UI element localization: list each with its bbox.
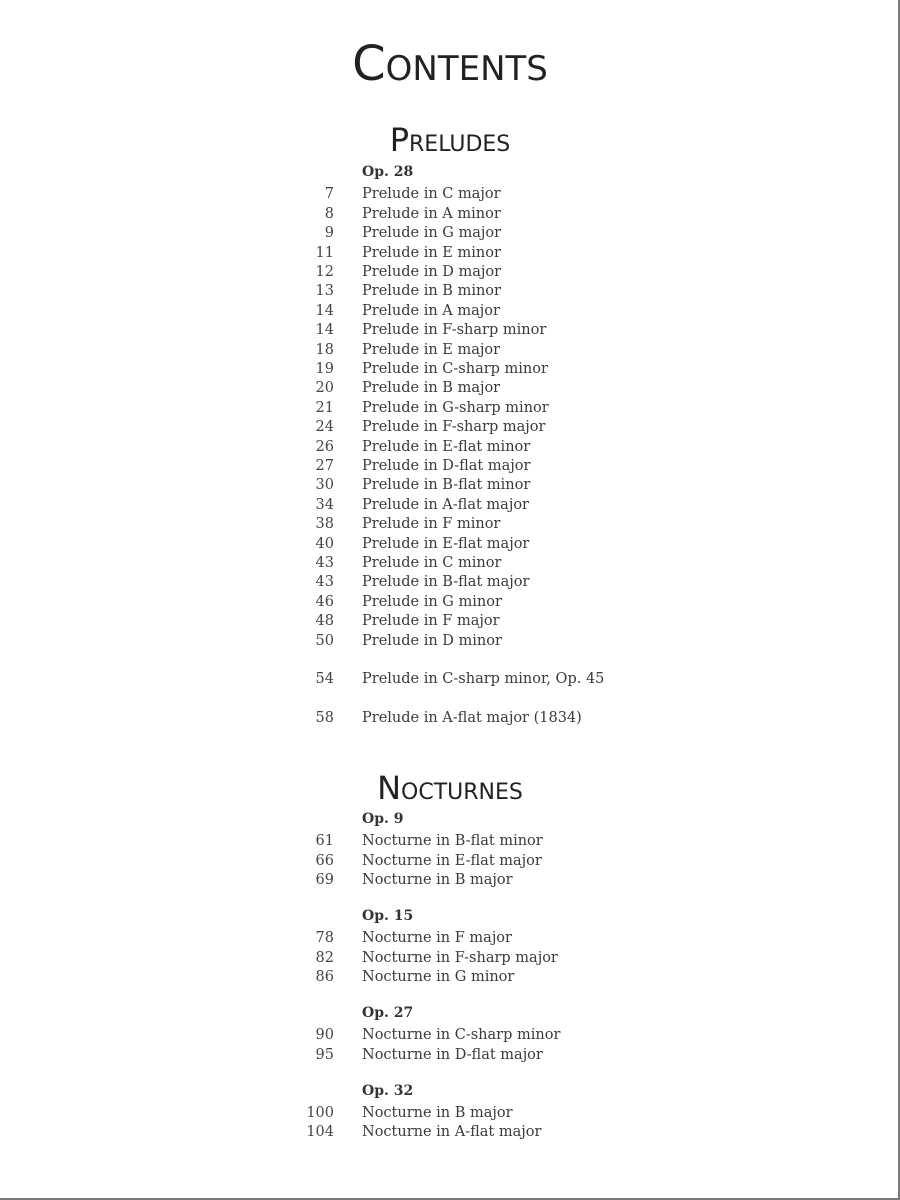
- piece-title: Prelude in C-sharp minor, Op. 45: [362, 671, 605, 688]
- page-number: 43: [315, 574, 334, 591]
- page-number: 27: [315, 458, 334, 474]
- page-number: 100: [306, 1105, 334, 1121]
- page-title: Contents: [352, 36, 548, 92]
- toc-entry[interactable]: [0, 282, 900, 301]
- piece-title: Nocturne in F-sharp major: [362, 949, 558, 966]
- toc-entry[interactable]: [0, 593, 900, 612]
- piece-title: Prelude in E-flat minor: [362, 438, 531, 455]
- page-number: 14: [315, 322, 334, 339]
- page-number: 18: [315, 341, 334, 358]
- page-number: 61: [315, 833, 334, 850]
- toc-entry[interactable]: [0, 1104, 900, 1123]
- toc-entry[interactable]: [0, 929, 900, 948]
- toc-entry[interactable]: [0, 632, 900, 651]
- toc-entry[interactable]: [0, 1046, 900, 1065]
- toc-entry[interactable]: [0, 321, 900, 340]
- piece-title: Prelude in F-sharp major: [362, 419, 546, 436]
- page-number: 24: [315, 419, 334, 436]
- toc-entry[interactable]: [0, 670, 900, 689]
- toc-entry[interactable]: [0, 379, 900, 398]
- page-number: 26: [315, 438, 334, 455]
- piece-title: Nocturne in B major: [362, 872, 513, 889]
- page-number: 11: [315, 244, 334, 261]
- piece-title: Prelude in G minor: [362, 593, 502, 610]
- piece-title: Prelude in B minor: [362, 283, 501, 300]
- piece-title: Prelude in D-flat major: [362, 458, 531, 474]
- page-number: 12: [315, 264, 334, 280]
- piece-title: Prelude in F minor: [362, 516, 501, 533]
- piece-title: Nocturne in B-flat minor: [362, 833, 543, 850]
- piece-title: Prelude in B-flat major: [362, 574, 530, 591]
- piece-title: Prelude in G-sharp minor: [362, 399, 549, 416]
- toc-entry[interactable]: [0, 871, 900, 890]
- piece-title: Prelude in D major: [362, 264, 502, 280]
- toc-entry[interactable]: [0, 399, 900, 418]
- toc-entry[interactable]: [0, 244, 900, 263]
- toc-entry[interactable]: [0, 968, 900, 987]
- page-number: 8: [324, 205, 334, 222]
- page-number: 90: [315, 1027, 334, 1044]
- opus-label: Op. 32: [362, 1082, 414, 1099]
- page-number: 54: [315, 671, 334, 688]
- page-number: 50: [315, 632, 334, 649]
- page-number: 34: [315, 496, 334, 513]
- page-number: 30: [315, 477, 334, 494]
- page-number: 20: [315, 380, 334, 397]
- section-title-preludes: Preludes: [389, 121, 511, 159]
- page-number: 43: [315, 555, 334, 571]
- page-number: 9: [324, 225, 334, 242]
- toc-entry[interactable]: [0, 185, 900, 204]
- toc-entry[interactable]: [0, 205, 900, 224]
- piece-title: Nocturne in B major: [362, 1105, 513, 1121]
- piece-title: Prelude in F-sharp minor: [362, 322, 547, 339]
- piece-title: Prelude in D minor: [362, 632, 502, 649]
- toc-entry[interactable]: [0, 302, 900, 321]
- section-title-nocturnes: Nocturnes: [377, 769, 523, 807]
- piece-title: Nocturne in G minor: [362, 969, 515, 986]
- toc-entry[interactable]: [0, 476, 900, 495]
- toc-entry[interactable]: [0, 263, 900, 282]
- piece-title: Prelude in C minor: [362, 555, 502, 571]
- toc-entry[interactable]: [0, 573, 900, 592]
- page-number: 40: [315, 535, 334, 552]
- toc-entry[interactable]: [0, 535, 900, 554]
- toc-entry[interactable]: [0, 1026, 900, 1045]
- toc-entry[interactable]: [0, 438, 900, 457]
- toc-entry[interactable]: [0, 341, 900, 360]
- toc-entry[interactable]: [0, 457, 900, 476]
- piece-title: Prelude in E minor: [362, 244, 501, 261]
- toc-entry[interactable]: [0, 418, 900, 437]
- toc-entry[interactable]: [0, 360, 900, 379]
- toc-entry[interactable]: [0, 496, 900, 515]
- piece-title: Prelude in A-flat major: [362, 496, 529, 513]
- piece-title: Prelude in F major: [362, 613, 500, 630]
- piece-title: Prelude in E major: [362, 341, 501, 358]
- page-number: 69: [315, 872, 334, 889]
- page-number: 58: [315, 710, 334, 727]
- page-number: 78: [315, 930, 334, 947]
- opus-label: Op. 9: [362, 811, 404, 827]
- page-number: 38: [315, 516, 334, 533]
- page-number: 21: [315, 399, 334, 416]
- opus-label: Op. 15: [362, 908, 414, 924]
- piece-title: Prelude in A minor: [362, 205, 501, 222]
- toc-entry[interactable]: [0, 612, 900, 631]
- toc-entry[interactable]: [0, 852, 900, 871]
- page-number: 66: [315, 852, 334, 869]
- page-number: 13: [315, 283, 334, 300]
- page-number: 48: [315, 613, 334, 630]
- piece-title: Prelude in E-flat major: [362, 535, 530, 552]
- piece-title: Prelude in C-sharp minor: [362, 361, 548, 377]
- page-number: 46: [315, 593, 334, 610]
- page-number: 7: [324, 186, 334, 203]
- piece-title: Prelude in A major: [362, 302, 500, 319]
- opus-label: Op. 28: [362, 164, 414, 180]
- page-number: 86: [315, 969, 334, 986]
- piece-title: Prelude in G major: [362, 225, 502, 242]
- page-number: 104: [306, 1124, 334, 1141]
- toc-entry[interactable]: [0, 949, 900, 968]
- piece-title: Prelude in B major: [362, 380, 501, 397]
- piece-title: Nocturne in A-flat major: [362, 1124, 542, 1141]
- piece-title: Nocturne in E-flat major: [362, 852, 542, 869]
- page-number: 19: [315, 361, 334, 377]
- piece-title: Prelude in B-flat minor: [362, 477, 531, 494]
- piece-title: Nocturne in D-flat major: [362, 1046, 543, 1063]
- toc-entry[interactable]: [0, 832, 900, 851]
- page-number: 95: [315, 1046, 334, 1063]
- toc-entry[interactable]: [0, 554, 900, 573]
- piece-title: Prelude in A-flat major (1834): [362, 710, 582, 727]
- toc-entry[interactable]: [0, 224, 900, 243]
- opus-label: Op. 27: [362, 1005, 414, 1021]
- piece-title: Nocturne in F major: [362, 930, 512, 947]
- piece-title: Prelude in C major: [362, 186, 501, 203]
- toc-entry[interactable]: [0, 709, 900, 728]
- page-number: 82: [315, 949, 334, 966]
- toc-entry[interactable]: [0, 515, 900, 534]
- page-number: 14: [315, 302, 334, 319]
- toc-entry[interactable]: [0, 1123, 900, 1142]
- piece-title: Nocturne in C-sharp minor: [362, 1027, 561, 1044]
